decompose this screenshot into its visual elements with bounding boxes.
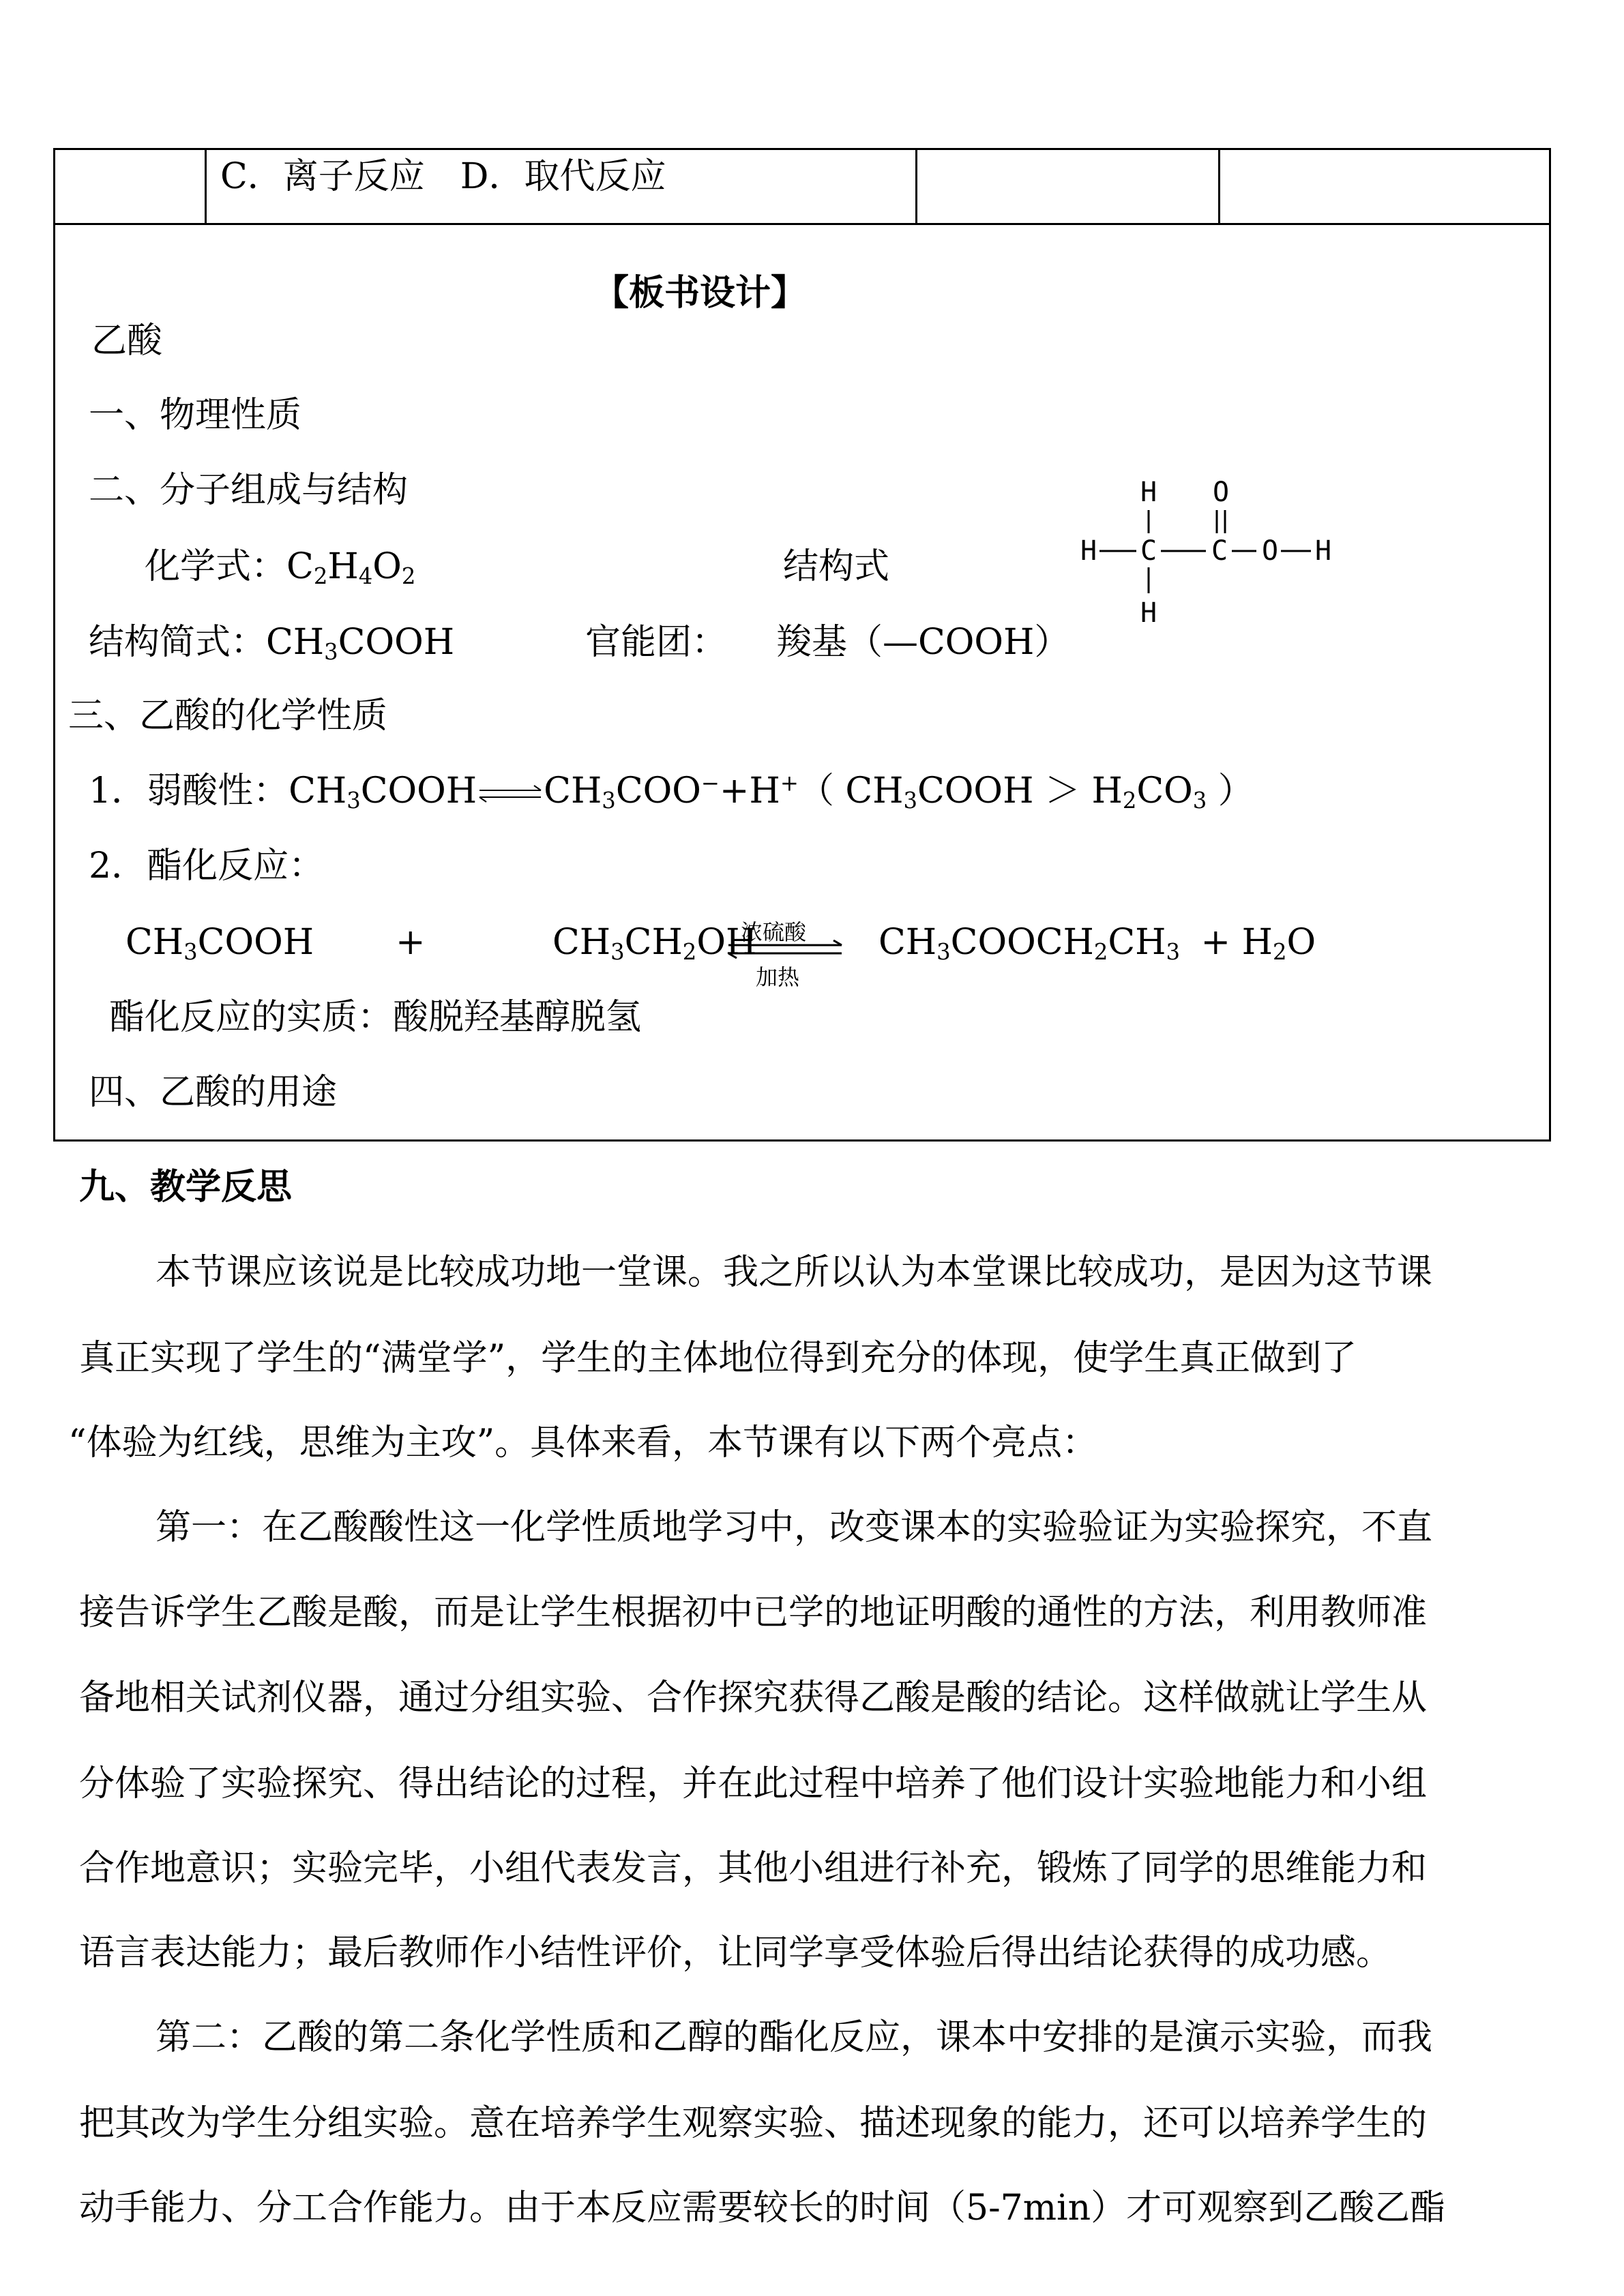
reaction-condition-bottom: 加热 [756, 964, 800, 990]
struct-o-right: O [1262, 535, 1279, 567]
board-title: 乙酸 [91, 320, 163, 361]
reflection-line-7: 分体验了实验探究、得出结论的过程，并在此过程中培养了他们设计实验地能力和小组 [79, 1763, 1428, 1804]
reflection-line-8: 合作地意识；实验完毕，小组代表发言，其他小组进行补充，锻炼了同学的思维能力和 [79, 1848, 1428, 1889]
struct-h-bottom: H [1140, 597, 1157, 629]
struct-c1: C [1140, 535, 1157, 567]
structural-formula-diagram [1064, 471, 1378, 641]
table-right-border [1549, 148, 1551, 1142]
functional-group-label: 官能团： [585, 622, 728, 663]
reflection-line-4: 第一：在乙酸酸性这一化学性质地学习中，改变课本的实验验证为实验探究，不直 [156, 1507, 1433, 1548]
reflection-line-5: 接告诉学生乙酸是酸，而是让学生根据初中已学的地证明酸的通性的方法，利用教师准 [79, 1592, 1428, 1633]
reflection-line-9: 语言表达能力；最后教师作小结性评价，让同学享受体验后得出结论获得的成功感。 [79, 1933, 1392, 1973]
simple-structure: 结构简式：$CH_3COOH$ [89, 622, 455, 666]
reflection-line-10: 第二：乙酸的第二条化学性质和乙醇的酯化反应，课本中安排的是演示实验，而我 [156, 2017, 1433, 2058]
section-structure: 二、分子组成与结构 [89, 470, 409, 511]
ester-plus: + [396, 922, 426, 963]
ester-reactant-1: $CH_3COOH$ [126, 922, 314, 966]
reaction-condition-top: 浓硫酸 [741, 919, 807, 945]
struct-h-left: H [1080, 535, 1097, 567]
molecular-formula: 化学式：$C_2H_4O_2$ [145, 546, 416, 590]
table-col-divider-2 [915, 148, 917, 225]
reflection-line-2: 真正实现了学生的“满堂学”，学生的主体地位得到充分的体现，使学生真正做到了 [79, 1338, 1357, 1379]
table-options-text: C．离子反应 D．取代反应 [220, 156, 666, 197]
section-chemical: 三、乙酸的化学性质 [68, 696, 388, 736]
table-row-divider [53, 223, 1551, 225]
struct-o-top: O [1213, 477, 1230, 508]
table-col-divider-1 [205, 148, 207, 225]
table-col-divider-3 [1218, 148, 1220, 225]
section-physical: 一、物理性质 [89, 395, 302, 436]
reflection-line-11: 把其改为学生分组实验。意在培养学生观察实验、描述现象的能力，还可以培养学生的 [79, 2103, 1428, 2144]
section-uses: 四、乙酸的用途 [89, 1072, 338, 1113]
struct-h-top: H [1140, 477, 1157, 508]
table-top-border [53, 148, 1551, 150]
struct-h-right: H [1315, 535, 1332, 567]
equilibrium-arrow-icon [477, 784, 544, 804]
esterification-essence: 酯化反应的实质：酸脱羟基醇脱氢 [109, 997, 642, 1038]
reflection-line-12: 动手能力、分工合作能力。由于本反应需要较长的时间（5-7min）才可观察到乙酸乙酯 [79, 2188, 1446, 2228]
functional-group-value: 羧基（—COOH） [776, 622, 1070, 663]
reflection-heading: 九、教学反思 [79, 1166, 293, 1208]
structural-formula-label: 结构式 [783, 546, 890, 587]
weak-acid-line: 1．弱酸性：$CH_3COOH$ $CH_3COO^-+H^+$（ $CH_3COOH > H_2CO_3$ ） [89, 770, 1254, 814]
reflection-line-1: 本节课应该说是比较成功地一堂课。我之所以认为本堂课比较成功，是因为这节课 [156, 1252, 1433, 1293]
table-bottom-border [53, 1139, 1551, 1142]
esterification-label: 2．酯化反应： [89, 846, 325, 886]
reversible-arrow-icon [726, 940, 846, 960]
struct-c2: C [1211, 535, 1228, 567]
ester-reactant-2: $CH_3CH_2OH$ [552, 922, 757, 966]
board-heading: 【板书设计】 [593, 272, 807, 314]
reflection-line-3: “体验为红线，思维为主攻”。具体来看，本节课有以下两个亮点： [68, 1422, 1098, 1463]
table-left-border [53, 148, 55, 1142]
reflection-line-6: 备地相关试剂仪器，通过分组实验、合作探究获得乙酸是酸的结论。这样做就让学生从 [79, 1678, 1428, 1718]
ester-products: $CH_3COOCH_2CH_3 + H_2O$ [879, 922, 1316, 966]
